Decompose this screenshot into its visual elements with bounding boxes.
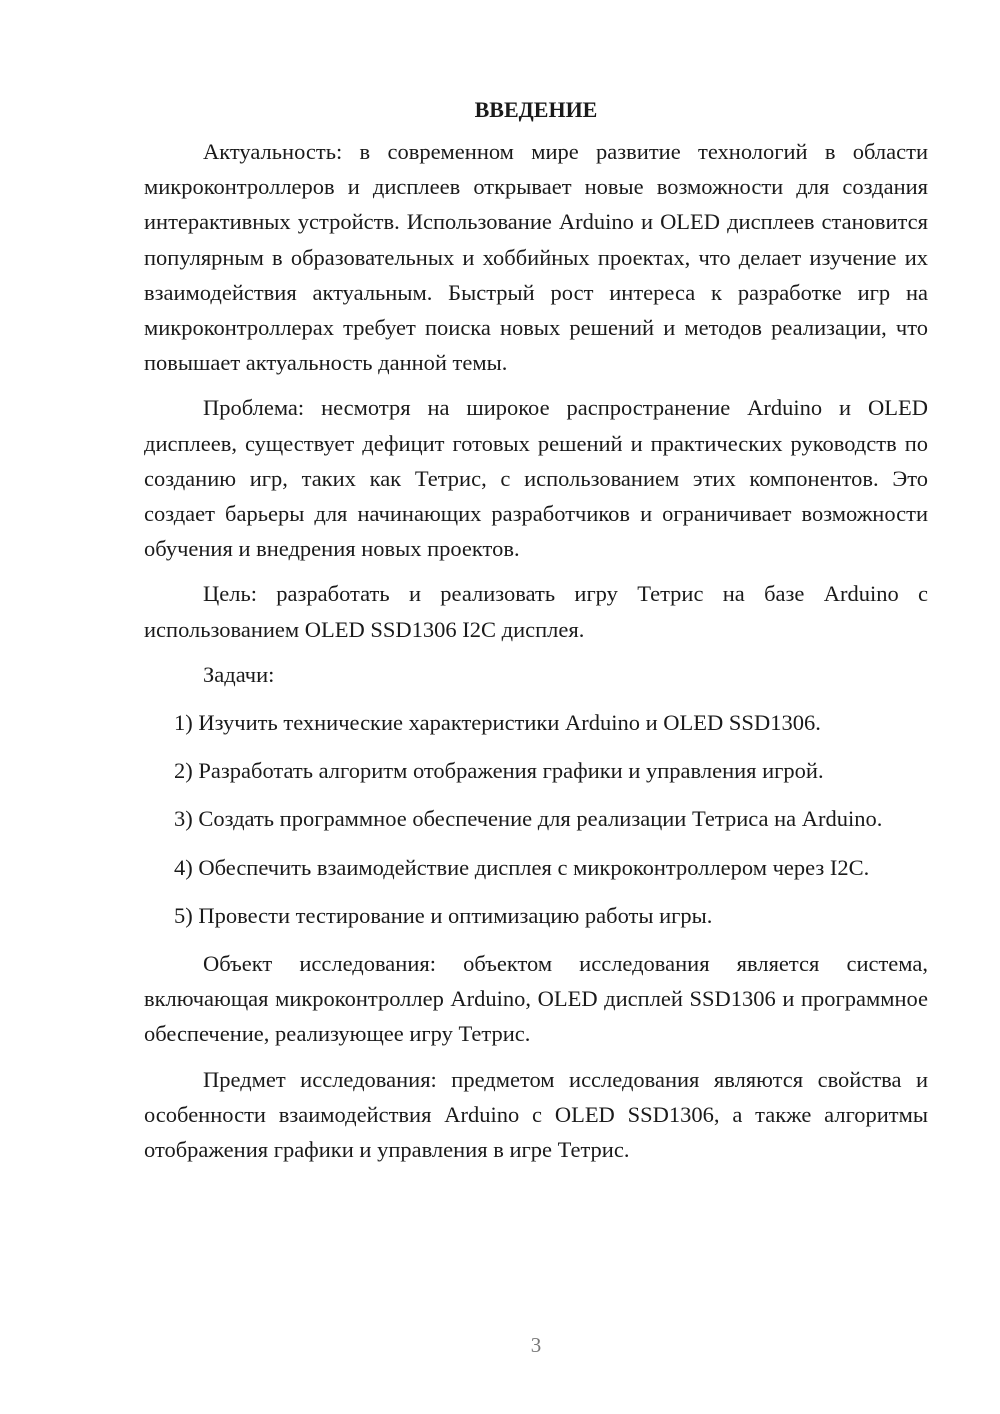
paragraph-relevance: Актуальность: в современном мире развитие технологий в области микроконтроллеров и дисплеев открывает новые возможности для создания интерактивных устройств. Использование Arduino и OLED дисплеев становится популярным в образовательных и хоббийных проектах, что делает изучение их взаимодействия актуальным. Быстрый рост интереса к разработке игр на микроконтроллерах требует поиска новых решений и методов реализации, что повышает актуальность данной темы. (144, 139, 928, 376)
task-item: 2) Разработать алгоритм отображения графики и управления игрой. (174, 758, 824, 784)
task-list (144, 705, 928, 933)
paragraph-subject: Предмет исследования: предметом исследования являются свойства и особенности взаимодействия Arduino с OLED SSD1306, а также алгоритмы отображения графики и управления в игре Тетрис. (144, 1066, 928, 1163)
paragraph-goal: Цель: разработать и реализовать игру Тетрис на базе Arduino с использованием OLED SSD1306 I2C дисплея. (144, 581, 928, 642)
page-number: 3 (530, 1333, 542, 1357)
task-item: 4) Обеспечить взаимодействие дисплея с микроконтроллером через I2C. (174, 854, 870, 880)
task-item: 3) Создать программное обеспечение для реализации Тетриса на Arduino. (174, 806, 883, 832)
paragraph-problem: Проблема: несмотря на широкое распространение Arduino и OLED дисплеев, существует дефицит готовых решений и практических руководств по созданию игр, таких как Тетрис, с использованием этих компонентов. Это создает барьеры для начинающих разработчиков и ограничивает возможности обучения и внедрения новых проектов. (144, 395, 928, 562)
paragraph-object: Объект исследования: объектом исследования является система, включающая микроконтроллер Arduino, OLED дисплей SSD1306 и программное обеспечение, реализующее игру Тетрис. (144, 951, 928, 1047)
task-item: 5) Провести тестирование и оптимизацию работы игры. (174, 902, 713, 928)
section-title: ВВЕДЕНИЕ (474, 97, 598, 122)
tasks-label: Задачи: (203, 661, 275, 687)
task-item: 1) Изучить технические характеристики Arduino и OLED SSD1306. (174, 710, 821, 736)
document-page (144, 92, 928, 1177)
